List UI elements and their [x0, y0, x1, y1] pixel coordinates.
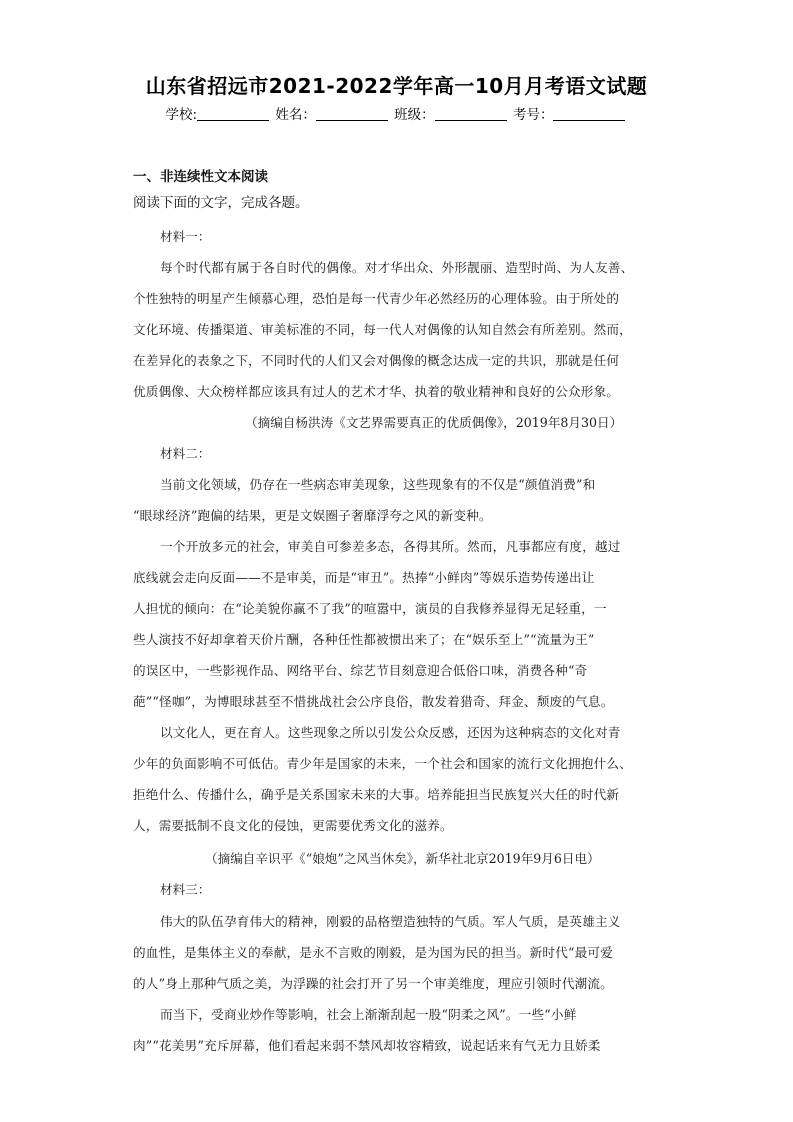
field-school-label: 学校:: [165, 107, 198, 123]
material3-line: 肉”“花美男”充斥屏幕，他们看起来弱不禁风却妆容精致，说起话来有气无力且娇柔: [133, 1038, 601, 1053]
material2-label: 材料二：: [160, 446, 211, 461]
field-name-label: 姓名：: [275, 107, 316, 123]
material2-line: 底线就会走向反面——不是审美，而是“审丑”。热捧“小鲜肉”等娱乐造势传递出让: [133, 570, 595, 585]
field-class-blank[interactable]: [435, 106, 507, 121]
material1-line: 文化环境、传播渠道、审美标准的不同，每一代人对偶像的认知自然会有所差别。然而，: [133, 322, 632, 337]
material2-line: 一个开放多元的社会，审美自可参差多态，各得其所。然而，凡事都应有度，越过: [160, 539, 621, 554]
material3-line: 的血性，是集体主义的奉献，是永不言败的刚毅，是为国为民的担当。新时代“最可爱: [133, 945, 614, 960]
material1-line: 在差异化的表象之下，不同时代的人们又会对偶像的概念达成一定的共识，那就是任何: [133, 353, 620, 368]
material2-line: 拒绝什么、传播什么，确乎是关系国家未来的大事。培养能担当民族复兴大任的时代新: [133, 787, 620, 802]
student-info-row: [0, 103, 793, 123]
material2-line: 少年的负面影响不可低估。青少年是国家的未来，一个社会和国家的流行文化拥抱什么、: [133, 756, 632, 771]
material2-line: 人，需要抵制不良文化的侵蚀，更需要优秀文化的滋养。: [133, 818, 453, 833]
material1-line: 个性独特的明星产生倾慕心理，恐怕是每一代青少年必然经历的心理体验。由于所处的: [133, 291, 620, 306]
field-school-blank[interactable]: [197, 106, 269, 121]
material2-line: 人担忧的倾向：在“论美貌你赢不了我”的喧嚣中，演员的自我修养显得无足轻重，一: [133, 601, 607, 616]
section-heading: 一、非连续性文本阅读: [133, 169, 268, 185]
material1-source: （摘编自杨洪涛《文艺界需要真正的优质偶像》，2019年8月30日）: [245, 415, 623, 430]
field-class-label: 班级：: [394, 107, 435, 123]
material2-line: 的误区中，一些影视作品、网络平台、综艺节目刻意迎合低俗口味，消费各种“奇: [133, 663, 588, 678]
field-number-label: 考号：: [512, 107, 554, 123]
material1-line: 每个时代都有属于各自时代的偶像。对才华出众、外形靓丽、造型时尚、为人友善、: [160, 260, 634, 275]
material1-line: 优质偶像、大众榜样都应该具有过人的艺术才华、执着的敬业精神和良好的公众形象。: [133, 384, 620, 399]
material3-label: 材料三：: [160, 882, 211, 897]
section-instruction: 阅读下面的文字，完成各题。: [133, 195, 309, 211]
material3-line: 的人”身上那种气质之美，为浮躁的社会打开了另一个审美维度，理应引领时代潮流。: [133, 976, 614, 991]
material3-line: 伟大的队伍孕育伟大的精神，刚毅的品格塑造独特的气质。军人气质，是英雄主义: [160, 914, 621, 929]
field-number-blank[interactable]: [553, 106, 625, 121]
material2-line: 当前文化领域，仍存在一些病态审美现象，这些现象有的不仅是“颜值消费”和: [160, 477, 596, 492]
material2-line: “眼球经济”跑偏的结果，更是文娱圈子奢靡浮夸之风的新变种。: [133, 508, 492, 523]
material2-line: 葩”“怪咖”，为博眼球甚至不惜挑战社会公序良俗，散发着猎奇、拜金、颓废的气息。: [133, 694, 614, 709]
material2-line: 些人演技不好却拿着天价片酬，各种任性都被惯出来了；在“娱乐至上”“流量为王”: [133, 632, 595, 647]
field-name-blank[interactable]: [316, 106, 388, 121]
material3-line: 而当下，受商业炒作等影响，社会上渐渐刮起一股“阴柔之风”。一些“小鲜: [160, 1007, 577, 1022]
material2-line: 以文化人，更在育人。这些现象之所以引发公众反感，还因为这种病态的文化对青: [160, 725, 621, 740]
exam-title: 山东省招远市2021-2022学年高一10月月考语文试题: [145, 74, 648, 98]
material1-label: 材料一：: [160, 229, 211, 244]
material2-source: （摘编自辛识平《“娘炮”之风当休矣》，新华社北京2019年9月6日电）: [205, 851, 600, 866]
